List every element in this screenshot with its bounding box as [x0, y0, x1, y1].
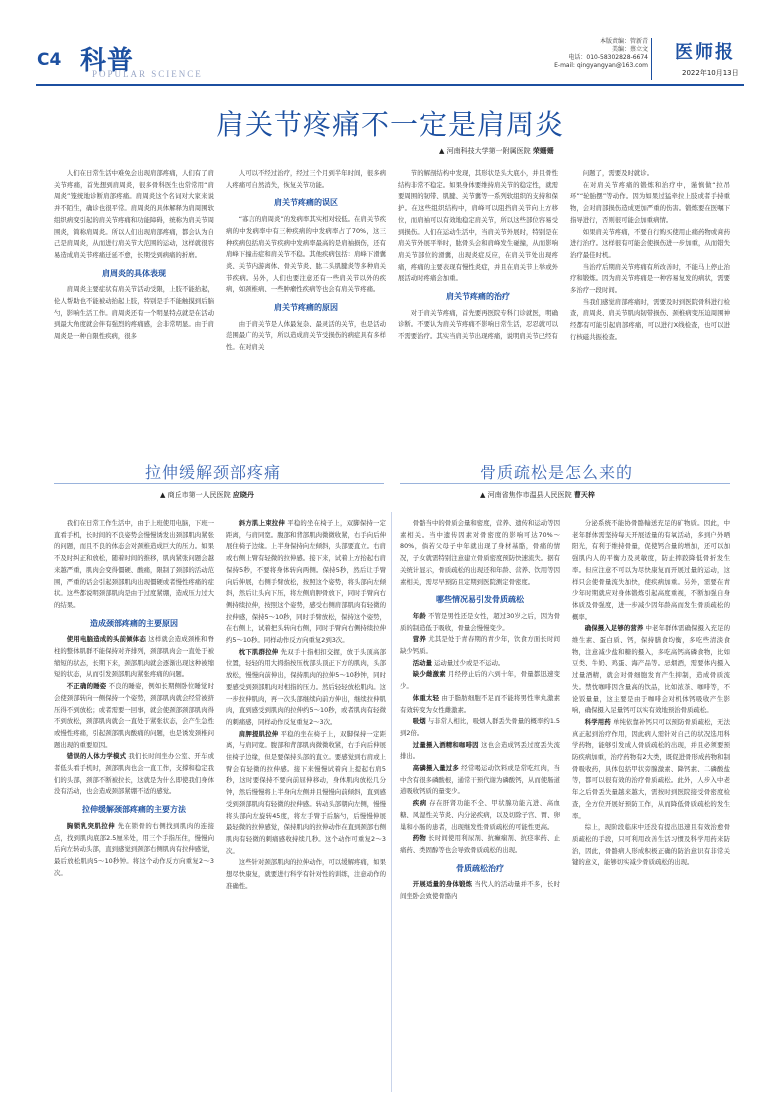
paragraph-text: 尤其是处于青春期的青少年，饮食方面长时间缺少钙质。	[400, 635, 560, 656]
paragraph-text: 平稳的坐在椅子上，双脚保持一定距离，与肩同宽。腹部和背部肌肉微微收紧，右手向后伸展住椅子边缘。上半身保持向左倾斜，头部要直立。右肩或右侧上臂有轻微的拉伸感。接下来，试着上方抬起右肩保持5秒，不要将身体转向两侧。保持5秒，然后让手臂向后伸展，右侧手臂放松，按照这个姿势，将头部向左倾斜，然后让头向下压，将左侧肩胛骨放下，同时手臂向右侧持续拉伸，按照这个姿势，感受右侧肩部肌肉有轻微的拉伸感，保持5～10秒，同时手臂放松，保持这个姿势，在右侧上，试着把头转向右侧，同时手臂向右侧持续拉伸约5～10秒。同样动作反方向重复2到3次。	[226, 519, 386, 645]
paragraph-text: 先双手十指相扣交握，放于头顶高部位置，轻轻的用大拇指按压枕部头顶正下方的肌肉，头部放松，慢慢向前伸出，保持肌肉的拉伸5～10秒钟，同时要感受到颈部肌肉对相指的压力。然后轻轻放松肌肉。这一步拉伸肌肉，再一次头部继续向前方伸出，继续拉伸肌肉，直到感受到肌肉的拉伸约5～10秒，或者肌肉有轻微的刺痛感，同样动作反复重复2～3次。	[226, 647, 386, 726]
article2-headline: 拉伸缓解颈部疼痛	[145, 463, 282, 482]
lead-phrase: 吸烟	[412, 717, 426, 726]
header-separator	[651, 38, 652, 80]
paragraph-text: 存在肝肾功能不全、甲状腺功能亢进、高血糖、风湿性关节炎、内分泌疾病，以及切除子宫、胃、卵巢和小肠的患者，出现继发性骨质疏松的可能性更高。	[400, 799, 560, 831]
paragraph-text: 我们长时间坐办公室、开车或者低头看手机时，颈部肌肉也会一直工作，支撑和稳定我们的头部，颈部不断被拉长，这就是为什么即使我们身体没有活动，也会造成颈部紧绷不适的感觉。	[54, 752, 214, 796]
section-subtitle: POPULAR SCIENCE	[92, 69, 203, 79]
subheading: 肩周炎的具体表现	[102, 268, 166, 278]
article2-title-rule	[54, 483, 384, 484]
lead-phrase: 确保摄入足够的营养	[584, 624, 644, 633]
paragraph-text: 先在锁骨的右侧找到肌肉的连接点，找到肌肉底部2.5厘米处，用三个手指压住，慢慢向后向左转动头部，直到感觉到颈部右侧肌肉有拉伸感觉，最后放松肌肉5～10秒钟。将这个动作反方向重复2～3次。	[54, 821, 214, 877]
article1-column-2	[226, 168, 386, 428]
paragraph	[54, 751, 214, 798]
lead-phrase: 胸锁乳突肌拉伸	[66, 821, 116, 830]
subheading: 哪些情况易引发骨质疏松	[436, 595, 524, 605]
article1-column-4	[570, 168, 730, 428]
header-rule	[36, 84, 744, 86]
subheading: 肩关节疼痛的原因	[274, 303, 338, 313]
paragraph-text: 与非常人相比，吸烟人群丢失骨量的概率约1.5到2倍。	[400, 717, 560, 737]
paragraph-text: 分泌系统不能协骨骼輸送充足的矿物质。因此，中老年群体需坚持每天开展适量的有氧活动，多到户外晒阳光，有利于维持骨量，促使钙合量的增加，还可以加强肌内人的平衡力及灵敏度，防止摔跤降低骨折发生率。但应注意不可以为尽快康复而开展过量的运动，这样只会使骨量流失加快，使疾病加重。另外，需要在青少年时期就应对身体锻炼引起高度重视，不断加强自身体质及骨强度，进一步减少因年龄高而发生骨质疏松的概率。	[572, 519, 730, 621]
subheading: 肩关节疼痛的治疗	[446, 292, 510, 302]
lead-phrase: 过量摄入酒精和咖啡因	[412, 740, 479, 749]
email-line: E-mail: qingyangyan@163.com	[554, 62, 648, 69]
article3-column-2	[572, 518, 730, 1090]
lead-phrase: 年龄	[412, 611, 426, 620]
article1-column-1	[54, 168, 214, 428]
paragraph	[400, 693, 560, 716]
paragraph-text: 不良的睡姿，例如长期侧卧位睡觉时会使颈部转向一侧保持一个姿势，颈部肌肉就会经常被挤压得不到放松；或者需要一回事，就会使颈部颈部肌肉得不到放松，颈部肌肉就会一直处于紧张状态，会产生急性或慢性疼痛，引起颈部肌肉酸痛的问题，也是诱发颈椎问题出现的重要原因。	[54, 682, 214, 749]
paragraph: 人可以不经过治疗，经过三个月到半年时间，很多病人疼痛可自然消失，恢复关节功能。	[226, 169, 386, 189]
paragraph-text: 这些针对颈部肌肉的拉伸动作，可以缓解疼痛，如果想尽快康复，就要进行科学有针对性的训练，注意动作的准确性。	[226, 858, 386, 890]
editor-info	[554, 38, 648, 70]
paragraph: 骨骼当中的骨质会量和密度，营养、遗传和运动等因素相关。当中遗传因素对骨密度的影响可达70%～80%，倘若父母子中年就出现了身材基骼，骨痛的情况，子女就需特别注意建立骨质密度预防快速流失。据有关统计显示，骨质疏松的出现还和年龄、营养、饮用等因素相关，需尽早预防且定期到医院测定骨密度。	[400, 519, 560, 586]
paragraph	[400, 634, 560, 657]
subheading: 肩关节疼痛的误区	[274, 198, 338, 208]
paragraph-text: 运动量过少或是不运动。	[431, 658, 505, 667]
paragraph	[54, 634, 214, 681]
lead-phrase: 开展适量的身体锻炼	[412, 880, 473, 889]
byline-org: 商丘市第一人民医院	[167, 491, 231, 499]
paragraph	[226, 729, 386, 858]
paragraph	[572, 518, 730, 623]
lead-phrase: 营养	[412, 635, 426, 644]
article3-byline	[480, 490, 595, 500]
newspaper-logo: 医师报	[675, 42, 735, 63]
paragraph-text: 长时间使用利尿剂、抗癫痫剂、抗痉挛药、止痛药、类固醇等也会导致骨质疏松的出现。	[400, 834, 560, 854]
paragraph	[400, 740, 560, 763]
article3-column-1	[400, 518, 560, 1090]
paragraph: 我们在日常工作生活中，由于上班使用电脑，下班一直看手机，长时间的不良姿势会慢慢诱发出颈部肌肉紧张的问题，而且不良的体态会对颈椎造成巨大的压力。如果不及时纠正和放松，随着时间的推移，肌肉紧张问题会越来越严重，肌肉会变得僵硬、酸痛，限制了颈部的活动范围，严重的话会引起颈部肌肉出现僵硬或者慢性疼痛的症状。这些都说明颈部肌肉是由于过度紧绷，造成压力过大的结果。	[54, 519, 214, 609]
lead-phrase: 使用电脑造成的头前倾体态	[66, 635, 146, 644]
subheading: 造成颈部疼痛的主要原因	[90, 618, 178, 628]
lead-phrase: 斜方肌上束拉伸	[238, 519, 285, 527]
paragraph: 问题了，需要及时就诊。	[582, 169, 654, 177]
paragraph: 当治疗后期肩关节疼痛有所改善时，不能马上停止治疗和锻炼。因为肩关节疼痛是一种容易复发的病状，需要多治疗一段时间。	[570, 262, 730, 295]
subheading: 骨质疏松治疗	[456, 863, 504, 873]
lead-phrase: 错误的人体力学模式	[66, 752, 127, 761]
lead-phrase: 体重太轻	[412, 693, 440, 702]
article3-headline: 骨质疏松是怎么来的	[480, 463, 634, 482]
paragraph-text: 不管是男性还是女性，超过30岁之后，因为骨质的制造低于吸收，骨量会慢慢变少。	[400, 611, 560, 632]
triangle-icon: ▲	[439, 147, 445, 155]
article2-column-2	[226, 518, 386, 1090]
lead-phrase: 疾病	[412, 799, 427, 808]
paragraph	[572, 623, 730, 717]
article2-column-1	[54, 518, 214, 1090]
paragraph	[400, 658, 560, 670]
article1-column-3	[398, 168, 558, 428]
paragraph	[54, 681, 214, 751]
paragraph	[572, 822, 730, 869]
paragraph	[400, 716, 560, 739]
paragraph-text: 当代人的活动量并不多，长时间坐卧会致使骨骼内	[400, 880, 560, 901]
paragraph	[400, 798, 560, 833]
subheading: 拉伸缓解颈部疼痛的主要方法	[82, 805, 186, 815]
designer-line: 美编：蔡立文	[611, 46, 648, 53]
lead-phrase: 活动量	[412, 658, 432, 667]
paragraph-text: 经常喝运动饮料或是常吃红肉，当中含有很多磷酸根，通常干预代谢为磷酸钙，从而使肠道道吸收钙质的量变少。	[400, 764, 560, 796]
paragraph-text: 月经停止后的六到十年，骨量都迅速变少。	[400, 670, 560, 691]
paragraph	[226, 857, 386, 892]
column-divider	[391, 512, 392, 1092]
byline-author: 应晓丹	[232, 491, 254, 499]
lead-phrase: 不正确的睡姿	[66, 682, 107, 691]
paragraph: 节的解剖结构中发现，其形状是头大底小，并且骨性结构非常不稳定。如果身体要维持肩关节的稳定性，就需要周围的韧带、肌腱、关节囊等一系列软组织的支持和保护。在这些组织结构中，肩峰可以阻挡肩关节向上方移位，而肩袖可以有效地稳定肩关节，所以这些部位容易受到损伤。人们在运动生活中，当肩关节外展时，特别是在肩关节外展平举时，肱骨头会和肩峰发生碰撞，从而影响肩关节部位的滑囊，出现炎症反应，在肩关节处出现疼痛，疼痛的主要表现有慢性炎症，并且在肩关节上举或外展活动时疼痛会加重。	[398, 169, 558, 283]
lead-phrase: 科学用药	[584, 717, 611, 726]
byline-author: 荣姗姗	[532, 147, 554, 155]
article2-byline	[160, 490, 254, 500]
paragraph	[400, 669, 560, 692]
article1-byline	[439, 146, 554, 156]
paragraph-text: 综上，现阶段临床中还没有提出迅速且有效治愈骨质疏松的手段，只可利用改善生活习惯及科学用药来防治，因此，骨骼病人形成积极正确的防治意识有非常关键的意义，能够切实减少骨质疏松的出现。	[572, 823, 730, 867]
paragraph: “寡言的肩周炎”的发病率其实相对较低。在肩关节疾病的中发病率中有三种疾病的中发病率占了70%，这三种疾病包括肩关节疾病中发病率最高的是肩袖损伤，还有肩峰下撞击症和肩关节不稳。其他疾病包括：肩峰下滑囊炎、关节内游离体、骨关节炎、肱二头肌腱炎等多种肩关节疾病。另外，人们也要注意还有一些肩关节以外的疾病，如颈椎病、一些肿瘤性疾病等也会有肩关节疼痛。	[226, 215, 386, 294]
paragraph-text: 这样就会造成颈椎和脊柱的整体肌群不能保持对齐排列，颈部肌肉会一直处于被缩短的状态，长期下来，颈部肌肉就会逐渐出现这种被缩短的状态，从而引发颈部肌肉紧张疼痛的问题。	[54, 635, 214, 679]
lead-phrase: 药物	[412, 834, 426, 843]
paragraph	[400, 879, 560, 902]
paragraph: 如果肩关节疼痛，不要自行购买使用止痛药物或膏药进行治疗。这样很有可能会使损伤进一步加重，从而错失治疗最佳时机。	[570, 227, 730, 259]
byline-org: 河南科技大学第一附属医院	[446, 147, 531, 155]
paragraph-text: 由于脂肪细胞不足而不能将男性睾丸激素有效转变为女性雌激素。	[400, 693, 560, 714]
article1-headline: 肩关节疼痛不一定是肩周炎	[215, 108, 564, 141]
paragraph-text: 中老年群体需确保摄入充足的维生素、蛋白质、钙，保持膳食均衡，多吃些清淡食物，注意减少盐和糖的摄入，多吃高钙高磷食物，比如豆类、牛奶、鸡蛋、海产品等。忌烟酒，需要体内摄入过量酒精，就会对骨细胞发育产生抑制，造成骨质流失。禁忱咖啡因含量高的饮品，比如浓茶、咖啡等，不论饭量量，这主要是由于咖啡会对机体钙吸收产生影响，确保摄入足量钙可以实有效地预治骨质疏松。	[572, 624, 730, 715]
paragraph	[54, 821, 214, 880]
paragraph-text: 平稳的坐在椅子上，双脚保持一定距离，与肩同宽。腹部和背部肌肉微微收紧，右手向后伸展住椅子边缘，但是要保持头部的直立。要感觉到右肩或上臂会有轻微的拉伸感。接下来慢慢试着向上提起右肩5秒，这时要保持不要向前屈伸移动，身体肌肉放松几分钟，然后慢慢将上半身向左侧并且慢慢向前倾斜，直到感受到颈部肌肉有轻微的拉伸感。转动头部朝向左侧，慢慢将头部向左旋转45度，将左手臂于后脑勺，后慢慢伸展最轻微的拉伸感觉，保持肌肉的拉伸动作在直到颈部右侧肌肉有轻微的刺痛感收持续几秒。这个动作可重复2～3次。	[226, 729, 386, 855]
paragraph: 肩周炎主要症状有肩关节活动受限，上肢不能抬起，伦人帮助也不能被动抬起上肢，特别是手不能触摸到后脑勺，影响生活工作。肩周炎还有一个明显特点就是在活动到最大角度就会伴有强烈的疼痛感，会非常明显。由于肩周炎是一种自限性疾病，很多	[54, 285, 214, 341]
paragraph: 对于肩关节疼痛，首先要再医院专科门诊就医，明确诊断。不要认为肩关节疼痛不影响日常生活，忍忍就可以不需要治疗。其实当肩关节出现疼痛，说明肩关节已经有	[398, 308, 558, 341]
triangle-icon: ▲	[160, 491, 166, 499]
paragraph: 在对肩关节疼痛的锻炼和治疗中，谨慎做“拉吊环”“轮胎摆”等动作。因为如果过猛牵拉上肢或者手持重物，会对肩部损伤造成更加严重的伤害。锻炼要在医嘱下指导进行，否则很可能会加重病情。	[570, 180, 730, 224]
paragraph	[226, 518, 386, 647]
paragraph-text: 单纯依靠补钙只可以预防骨质疏松，无法真正起到治疗作用，因此病人需针对自己的状况选用科学药物，能够引发成人骨质疏松的出现，并且必须要预防疾病加重，治疗药物有2大类，既促进骨形成药物和制骨吸收药，具体包括甲状旁腺激素、降钙素、二磷酸盐等，都可以很有效的治疗骨质疏松。此外，人步入中老年之后骨丢失量越来越大，需按时到医院接受骨密度检查，全方位开展好预防工作，从而降低骨质疏松的发生率。	[572, 717, 730, 820]
lead-phrase: 高磷摄入量过多	[412, 764, 459, 773]
paragraph	[572, 717, 730, 822]
lead-phrase: 枕下肌群拉伸	[238, 647, 279, 656]
lead-phrase: 肩胛提肌拉伸	[238, 729, 279, 738]
byline-org: 河南省焦作市温县人民医院	[487, 491, 572, 499]
paragraph	[400, 611, 560, 634]
paragraph	[400, 763, 560, 798]
byline-author: 曹天梓	[573, 491, 595, 499]
paragraph	[400, 833, 560, 856]
paragraph	[226, 647, 386, 729]
phone-line: 电话：010-58302828-6674	[568, 54, 648, 61]
issue-date: 2022年10月13日	[682, 69, 739, 77]
paragraph-text: 这也会造成钙丢过度丢失流排出。	[400, 740, 560, 761]
article3-title-rule	[400, 483, 730, 484]
page-number: C4	[37, 50, 62, 70]
section-title: 科普	[80, 46, 135, 76]
paragraph: 当我们感觉肩部疼痛时，需要及时到医院骨科进行检查，肩周炎、肩关节肌肉韧带损伤、颈椎病变压迫周围神经都有可能引起肩部疼痛，可以进行X线检查，也可以进行核磁共振检查。	[570, 297, 730, 341]
lead-phrase: 缺少雌激素	[412, 670, 446, 679]
paragraph: 人们在日常生活中难免会出现肩部疼痛，人们有了肩关节疼痛，首先想到肩周炎，很多骨科医生也常常用“肩周炎”笼统地诊断肩部疼痛。肩周炎这个名词对大家来说并不陌生，确诊也很平常。肩周炎的具体解释为肩周围软组织病变引起的肩关节疼痛和功能障碍，统称为肩关节周围炎，简称肩周炎。所以人们出现肩部疼痛，都会认为自己是肩周炎，从而进行肩关节大范围的运动，这样就很容易造成肩关节疼痛迁延不愈，长期受到病痛的折磨。	[54, 169, 214, 259]
editor-line: 本版责编：管新青	[599, 38, 648, 45]
triangle-icon: ▲	[480, 491, 486, 499]
paragraph: 由于肩关节是人体最复杂、最灵活的关节，也是活动范围最广的关节，所以造成肩关节受损伤的病症具有多样性。在对肩关	[226, 319, 386, 352]
